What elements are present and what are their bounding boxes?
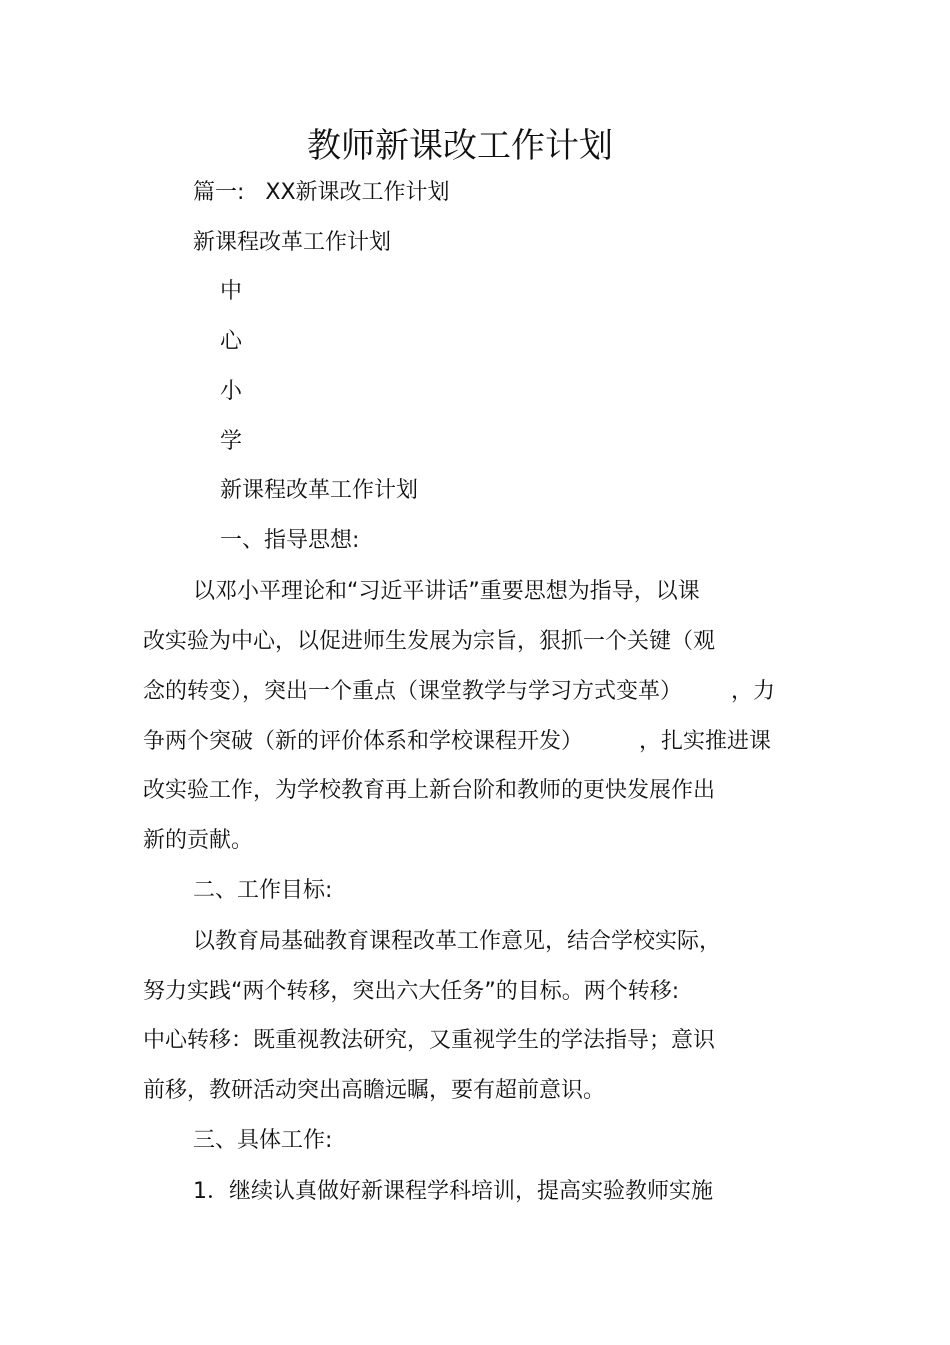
paragraph-line: 争两个突破（新的评价体系和学校课程开发） ，扎实推进课 xyxy=(143,729,771,754)
plan-title: 新课程改革工作计划 xyxy=(220,478,419,503)
school-char: 心 xyxy=(220,329,243,354)
paragraph-line: 新的贡献。 xyxy=(143,828,254,853)
paragraph-line: 以教育局基础教育课程改革工作意见，结合学校实际， xyxy=(193,929,722,954)
paragraph-line: 念的转变），突出一个重点（课堂教学与学习方式变革） ，力 xyxy=(143,679,775,704)
school-char: 小 xyxy=(220,379,243,404)
paragraph-line: 改实验工作，为学校教育再上新台阶和教师的更快发展作出 xyxy=(143,778,716,803)
paragraph-line: 努力实践“两个转移，突出六大任务”的目标。两个转移: xyxy=(143,979,680,1004)
school-char: 中 xyxy=(220,279,243,304)
section-heading: 一、指导思想: xyxy=(220,528,360,553)
paragraph-line: 前移，教研活动突出高瞻远瞩，要有超前意识。 xyxy=(143,1078,606,1103)
paragraph-line: 改实验为中心，以促进师生发展为宗旨，狠抓一个关键（观 xyxy=(143,629,716,654)
section-heading: 二、工作目标: xyxy=(193,878,333,903)
section-heading: 三、具体工作: xyxy=(193,1128,333,1153)
page-title: 教师新课改工作计划 xyxy=(307,126,613,166)
paragraph-line: 以邓小平理论和“习近平讲话”重要思想为指导，以课 xyxy=(193,579,700,604)
subtitle: 新课程改革工作计划 xyxy=(193,230,392,255)
list-item: 1．继续认真做好新课程学科培训，提高实验教师实施 xyxy=(193,1179,713,1204)
part-label: 篇一: XX新课改工作计划 xyxy=(193,180,450,205)
paragraph-line: 中心转移：既重视教法研究，又重视学生的学法指导；意识 xyxy=(143,1028,716,1053)
school-char: 学 xyxy=(220,429,243,454)
